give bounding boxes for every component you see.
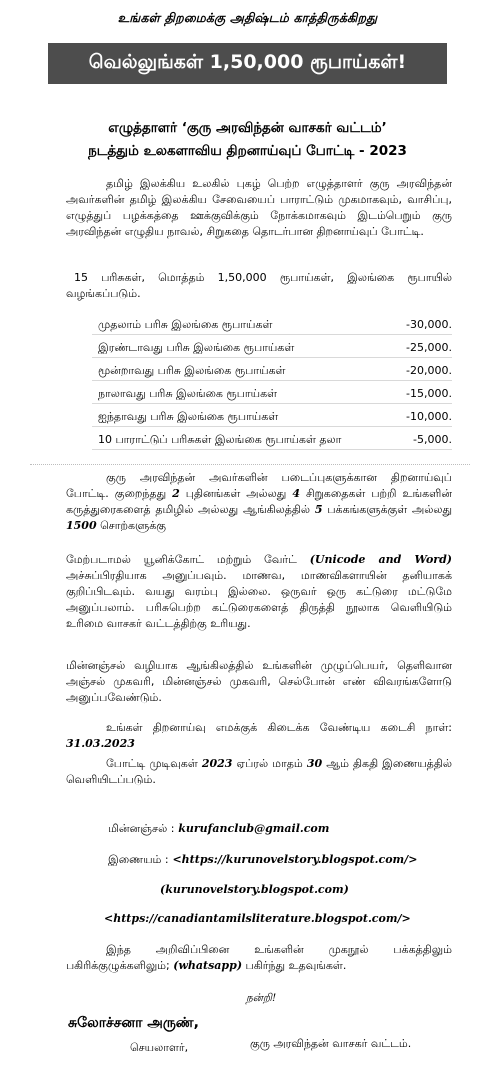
prize-row bbox=[92, 407, 452, 427]
prize-amount: -30,000. bbox=[406, 318, 452, 331]
prize-label: நாலாவது பரிசு இலங்கை ரூபாய்கள் bbox=[98, 387, 278, 400]
email-line bbox=[108, 822, 329, 837]
rules-emphasis: 4 bbox=[292, 487, 300, 500]
prize-label: மூன்றாவது பரிசு இலங்கை ரூபாய்கள் bbox=[98, 364, 286, 377]
page-title-line1: எழுத்தாளர் ‘குரு அரவிந்தன் வாசகர் வட்டம்’ bbox=[108, 120, 387, 136]
prize-label: 10 பாராட்டுப் பரிசுகள் இலங்கை ரூபாய்கள் தலா bbox=[98, 433, 342, 446]
banner-text: வெல்லுங்கள் 1,50,000 ரூபாய்கள்! bbox=[88, 51, 407, 73]
deadline-date: 31.03.2023 bbox=[66, 737, 135, 750]
rules-text: அச்சுப்பிரதியாக அனுப்பவும். மாணவ, மாணவிகளாயின் தனியாகக் குறிப்பிடவும். வயது வரம்பு இல்லை. ஒருவர் ஒரு கட்டுரை மட்டுமே அனுப்பலாம். பரிசுபெற்ற கட்டுரைகளைத் திருத்தி நூலாக வெளியிடும் உரிமை வாசகர் வட்டத்திற்கு உரியது. bbox=[66, 569, 452, 630]
email-link[interactable]: kurufanclub@gmail.com bbox=[178, 822, 330, 835]
share-text: இந்த அறிவிப்பினை உங்களின் முகநூல் பக்கத்திலும் பகிரிக்குழுக்களிலும்; bbox=[66, 943, 452, 972]
share-emphasis: (whatsapp) bbox=[173, 959, 243, 972]
results-text: ஆம் திகதி இணையத்தில் வெளியிடப்படும். bbox=[66, 757, 452, 786]
prize-summary: 15 பரிசுகள், மொத்தம் 1,50,000 ரூபாய்கள், இலங்கை ரூபாயில் வழங்கப்படும். bbox=[66, 271, 452, 300]
results-day: 30 bbox=[306, 757, 323, 770]
signer-role: செயலாளர், bbox=[130, 1041, 189, 1054]
prize-label: ஐந்தாவது பரிசு இலங்கை ரூபாய்கள் bbox=[98, 410, 279, 423]
website-link-1[interactable]: <https://kurunovelstory.blogspot.com/> bbox=[172, 853, 418, 866]
thanks-note: நன்றி! bbox=[246, 992, 277, 1004]
share-paragraph bbox=[66, 942, 452, 974]
website-line bbox=[108, 853, 417, 868]
website-link-2[interactable]: <https://canadiantamilsliterature.blogspot.com/> bbox=[104, 912, 411, 925]
rules-text: குரு அரவிந்தன் அவர்களின் படைப்புகளுக்கான திறனாய்வுப் போட்டி. குறைந்தது bbox=[66, 471, 452, 500]
rules-text: மேற்படாமல் யூனிக்கோட் மற்றும் வேர்ட் bbox=[66, 553, 310, 566]
intro-paragraph: தமிழ் இலக்கிய உலகில் புகழ் பெற்ற எழுத்தாளர் குரு அரவிந்தன் அவர்களின் தமிழ் இலக்கிய சேவையைப் பாராட்டும் முகமாகவும், வாசிப்பு, எழுத்துப் பழக்கத்தை ஊக்குவிக்கும் நோக்கமாகவும் இடம்பெறும் குரு அரவிந்தன் எழுதிய நாவல், சிறுகதை தொடர்பான திறனாய்வுப் போட்டி. bbox=[66, 177, 452, 238]
prize-label: இரண்டாவது பரிசு இலங்கை ரூபாய்கள் bbox=[98, 341, 295, 354]
results-paragraph bbox=[66, 756, 452, 788]
email-label: மின்னஞ்சல் : bbox=[108, 822, 175, 835]
signer-organisation: குரு அரவிந்தன் வாசகர் வட்டம். bbox=[250, 1037, 412, 1050]
prize-banner bbox=[48, 43, 447, 84]
prize-amount: -5,000. bbox=[413, 433, 452, 446]
share-text: பகிர்ந்து உதவுங்கள். bbox=[242, 959, 347, 972]
results-year: 2023 bbox=[201, 757, 233, 770]
rules-text: பக்கங்களுக்குள் அல்லது bbox=[322, 503, 452, 516]
prize-amount: -20,000. bbox=[406, 364, 452, 377]
prize-amount: -10,000. bbox=[406, 410, 452, 423]
results-text: ஏப்ரல் மாதம் bbox=[232, 757, 307, 770]
website-label: இணையம் : bbox=[108, 853, 169, 866]
prize-row bbox=[92, 361, 452, 381]
deadline-paragraph bbox=[66, 720, 452, 752]
rules-paragraph-2 bbox=[66, 552, 452, 632]
prize-row bbox=[92, 338, 452, 358]
results-text: போட்டி முடிவுகள் bbox=[106, 757, 202, 770]
prize-row bbox=[92, 430, 452, 450]
website-link-1-short[interactable]: (kurunovelstory.blogspot.com) bbox=[160, 883, 349, 896]
rules-text: சிறுகதைகள் பற்றி உங்களின் கருத்துரைகளைத் தமிழில் அல்லது ஆங்கிலத்தில் bbox=[66, 487, 452, 516]
deadline-text: உங்கள் திறனாய்வு எமக்குக் கிடைக்க வேண்டிய கடைசி நாள்: bbox=[106, 721, 452, 734]
prize-list bbox=[92, 315, 452, 453]
rules-text: சொற்களுக்கு bbox=[96, 519, 166, 532]
rules-paragraph-3: மின்னஞ்சல் வழியாக ஆங்கிலத்தில் உங்களின் முழுப்பெயர், தெளிவான அஞ்சல் முகவரி, மின்னஞ்சல் முகவரி, செல்போன் எண் விவரங்களோடு அனுப்பவேண்டும். bbox=[66, 659, 452, 704]
rules-text: புதினங்கள் அல்லது bbox=[179, 487, 293, 500]
rules-emphasis: 5 bbox=[314, 503, 323, 516]
prize-row bbox=[92, 315, 452, 335]
rules-emphasis: 1500 bbox=[66, 519, 97, 532]
section-divider bbox=[30, 464, 470, 465]
page-title-line2: நடத்தும் உலகளாவிய திறனாய்வுப் போட்டி - 2023 bbox=[88, 143, 407, 159]
rules-emphasis: (Unicode and Word) bbox=[309, 553, 452, 566]
prize-label: முதலாம் பரிசு இலங்கை ரூபாய்கள் bbox=[98, 318, 273, 331]
signer-name: சுலோச்சனா அருண், bbox=[68, 1015, 199, 1031]
prize-row bbox=[92, 384, 452, 404]
prize-amount: -25,000. bbox=[406, 341, 452, 354]
prize-amount: -15,000. bbox=[406, 387, 452, 400]
rules-emphasis: 2 bbox=[172, 487, 180, 500]
tagline: உங்கள் திறமைக்கு அதிஷ்டம் காத்திருக்கிறது bbox=[117, 10, 378, 25]
rules-paragraph-1 bbox=[66, 470, 452, 534]
